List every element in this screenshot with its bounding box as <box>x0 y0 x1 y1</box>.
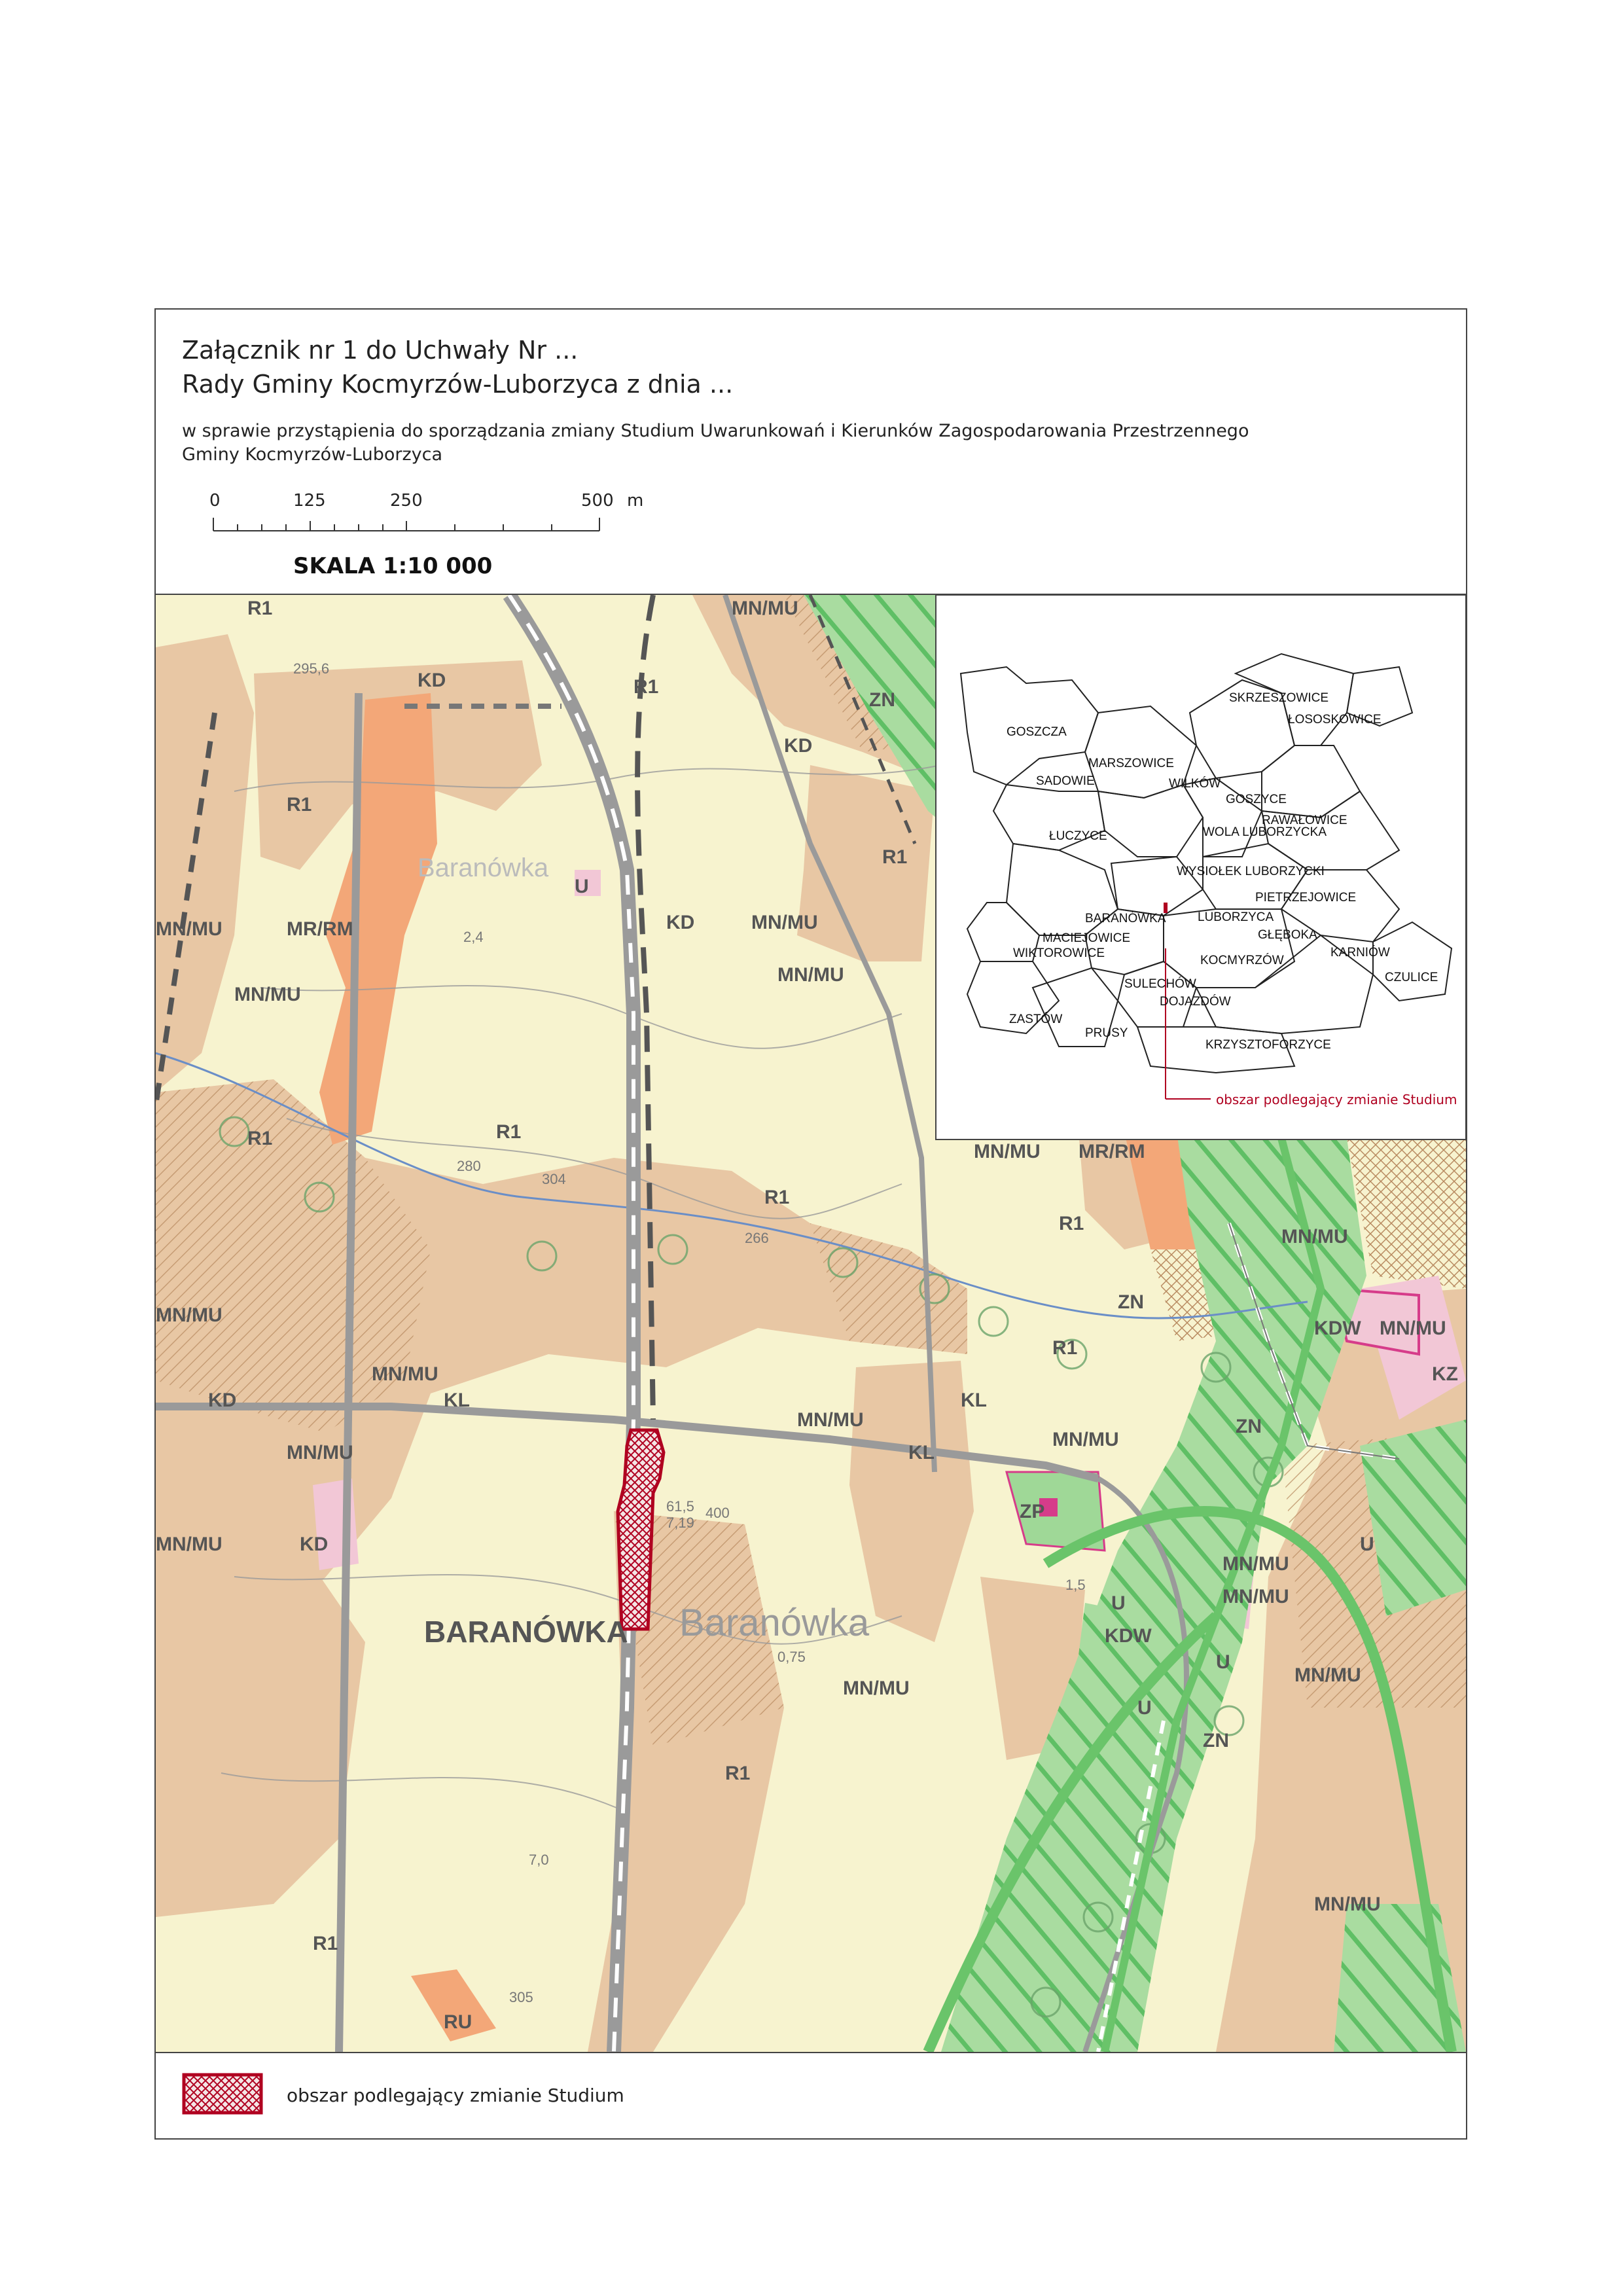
zone-label-mn-mu: MN/MU <box>1052 1429 1119 1450</box>
inset-village-label: GŁĘBOKA <box>1258 928 1317 942</box>
zone-label-u: U <box>1360 1534 1374 1555</box>
scale-tick-500: 500 <box>581 491 614 511</box>
zone-label-mn-mu: MN/MU <box>843 1677 910 1699</box>
header <box>156 310 1466 595</box>
zone-label-mn-mu: MN/MU <box>1281 1226 1348 1247</box>
place-name-baranowka: Baranówka <box>418 853 549 882</box>
zone-label-mr-rm: MR/RM <box>1079 1141 1145 1162</box>
title-line-2: Rady Gminy Kocmyrzów-Luborzyca z dnia ... <box>182 370 734 399</box>
inset-village-label: KRZYSZTOFORZYCE <box>1205 1038 1331 1052</box>
zone-label-mn-mu: MN/MU <box>797 1409 864 1431</box>
spot-height: 61,5 <box>666 1498 694 1515</box>
spot-height: 7,0 <box>529 1852 549 1868</box>
title-line-1: Załącznik nr 1 do Uchwały Nr ... <box>182 336 579 365</box>
zone-label-u: U <box>1111 1592 1126 1614</box>
zone-label-zn: ZN <box>1203 1730 1229 1751</box>
spot-height: 280 <box>457 1158 481 1174</box>
inset-village-label: SKRZESZOWICE <box>1229 691 1329 705</box>
inset-village-label: SADOWIE <box>1036 774 1095 788</box>
zone-label-mn-mu: MN/MU <box>732 598 798 619</box>
zone-label-u: U <box>1216 1651 1230 1673</box>
zone-label-r1: R1 <box>247 598 273 619</box>
scale-bar <box>182 485 679 544</box>
zone-label-mn-mu: MN/MU <box>156 918 223 940</box>
scale-tick-125: 125 <box>293 491 326 511</box>
zone-label-kd: KD <box>418 670 446 691</box>
legend-swatch-change-area <box>182 2073 263 2115</box>
zone-label-kl: KL <box>908 1442 935 1463</box>
spot-height: 7,19 <box>666 1515 694 1531</box>
zone-label-r1: R1 <box>882 846 908 868</box>
zone-label-r1: R1 <box>287 794 312 816</box>
map-sheet <box>154 308 1467 2140</box>
inset-village-label: BARANÓWKA <box>1085 912 1166 925</box>
place-name-baranowka: Baranówka <box>679 1602 870 1644</box>
inset-village-label: CZULICE <box>1385 971 1438 984</box>
inset-village-label: LUBORZYCA <box>1198 910 1274 924</box>
zone-label-ru: RU <box>444 2011 473 2033</box>
scale-text: SKALA 1:10 000 <box>293 553 493 579</box>
inset-village-label: GOSZCZA <box>1007 725 1067 739</box>
zone-label-mn-mu: MN/MU <box>751 912 818 933</box>
zone-label-r1: R1 <box>1052 1337 1078 1359</box>
spot-height: 304 <box>542 1171 566 1187</box>
inset-map <box>936 595 1466 1139</box>
inset-village-label: RAWAŁOWICE <box>1262 814 1347 827</box>
legend <box>156 2052 1466 2138</box>
zoning-map <box>156 595 1466 2052</box>
zone-label-mn-mu: MN/MU <box>287 1442 353 1463</box>
zone-label-r1: R1 <box>247 1128 273 1149</box>
zone-label-u: U <box>575 876 589 897</box>
spot-height: 295,6 <box>293 660 330 677</box>
subtitle-line-1: w sprawie przystąpienia do sporządzania zmiany Studium Uwarunkowań i Kierunków Zagospodarowania Przestrzennego <box>182 421 1249 441</box>
inset-village-label: PRUSY <box>1085 1026 1128 1040</box>
zone-label-mn-mu: MN/MU <box>156 1304 223 1326</box>
subtitle-line-2: Gminy Kocmyrzów-Luborzyca <box>182 444 442 465</box>
inset-village-label: MARSZOWICE <box>1088 757 1174 770</box>
zone-label-r1: R1 <box>633 676 659 698</box>
place-name-baranowka: BARANÓWKA <box>424 1615 628 1649</box>
inset-village-label: WYSIOŁEK LUBORZYCKI <box>1177 865 1325 878</box>
zone-label-mn-mu: MN/MU <box>372 1363 438 1385</box>
inset-village-label: WIKTOROWICE <box>1013 946 1105 960</box>
zone-label-mn-mu: MN/MU <box>1222 1553 1289 1575</box>
zone-label-mn-mu: MN/MU <box>156 1534 223 1555</box>
zone-label-kl: KL <box>444 1390 470 1411</box>
zone-label-kd: KD <box>208 1390 237 1411</box>
zone-label-mr-rm: MR/RM <box>287 918 353 940</box>
zone-label-mn-mu: MN/MU <box>234 984 301 1005</box>
zone-label-zn: ZN <box>1118 1291 1144 1313</box>
inset-village-label: ŁOSOSKOWICE <box>1288 713 1382 726</box>
zone-label-zp: ZP <box>1020 1501 1045 1522</box>
zone-label-mn-mu: MN/MU <box>777 964 844 986</box>
zone-label-mn-mu: MN/MU <box>1294 1664 1361 1686</box>
inset-village-label: KOCMYRZÓW <box>1200 954 1284 967</box>
zone-label-r1: R1 <box>764 1187 790 1208</box>
scale-tick-250: 250 <box>390 491 423 511</box>
spot-height: 400 <box>705 1505 730 1521</box>
zone-label-kl: KL <box>961 1390 987 1411</box>
spot-height: 305 <box>509 1989 533 2005</box>
inset-note: obszar podlegający zmianie Studium <box>1216 1092 1457 1107</box>
zone-label-kz: KZ <box>1432 1363 1458 1385</box>
zone-label-r1: R1 <box>313 1933 338 1954</box>
inset-village-label: WILKÓW <box>1169 777 1221 791</box>
scale-ruler <box>213 518 599 531</box>
spot-height: 1,5 <box>1065 1577 1086 1593</box>
zone-label-kd: KD <box>784 735 813 757</box>
zone-label-kdw: KDW <box>1314 1318 1361 1339</box>
inset-village-label: KARNIÓW <box>1330 946 1390 960</box>
zone-label-kd: KD <box>666 912 695 933</box>
zone-label-mn-mu: MN/MU <box>1380 1318 1446 1339</box>
zone-label-r1: R1 <box>725 1763 751 1784</box>
scale-unit: m <box>627 491 644 511</box>
zone-label-mn-mu: MN/MU <box>974 1141 1041 1162</box>
zone-label-zn: ZN <box>869 689 895 711</box>
inset-village-label: SULECHÓW <box>1124 977 1196 991</box>
zone-label-u: U <box>1137 1697 1152 1719</box>
spot-height: 2,4 <box>463 929 484 945</box>
scale-tick-0: 0 <box>209 491 221 511</box>
inset-village-label: WOLA LUBORZYCKA <box>1203 825 1327 839</box>
zone-label-mn-mu: MN/MU <box>1314 1893 1381 1915</box>
spot-height: 0,75 <box>777 1649 806 1665</box>
legend-label: obszar podlegający zmianie Studium <box>287 2085 624 2106</box>
inset-village-label: MACIEJOWICE <box>1043 931 1131 945</box>
zone-label-r1: R1 <box>1059 1213 1084 1234</box>
zone-label-zn: ZN <box>1236 1416 1262 1437</box>
zone-label-kd: KD <box>300 1534 329 1555</box>
zone-label-r1: R1 <box>496 1121 522 1143</box>
spot-height: 266 <box>745 1230 769 1246</box>
inset-village-label: ŁUCZYCE <box>1049 829 1107 843</box>
map-area <box>156 595 1466 2052</box>
zone-label-mn-mu: MN/MU <box>1222 1586 1289 1607</box>
zone-label-kdw: KDW <box>1105 1625 1152 1647</box>
inset-village-label: DOJAZDÓW <box>1160 995 1231 1009</box>
inset-village-label: PIETRZEJOWICE <box>1255 891 1357 905</box>
inset-village-label: GOSZYCE <box>1226 793 1287 806</box>
inset-village-label: ZASTÓW <box>1009 1013 1063 1026</box>
